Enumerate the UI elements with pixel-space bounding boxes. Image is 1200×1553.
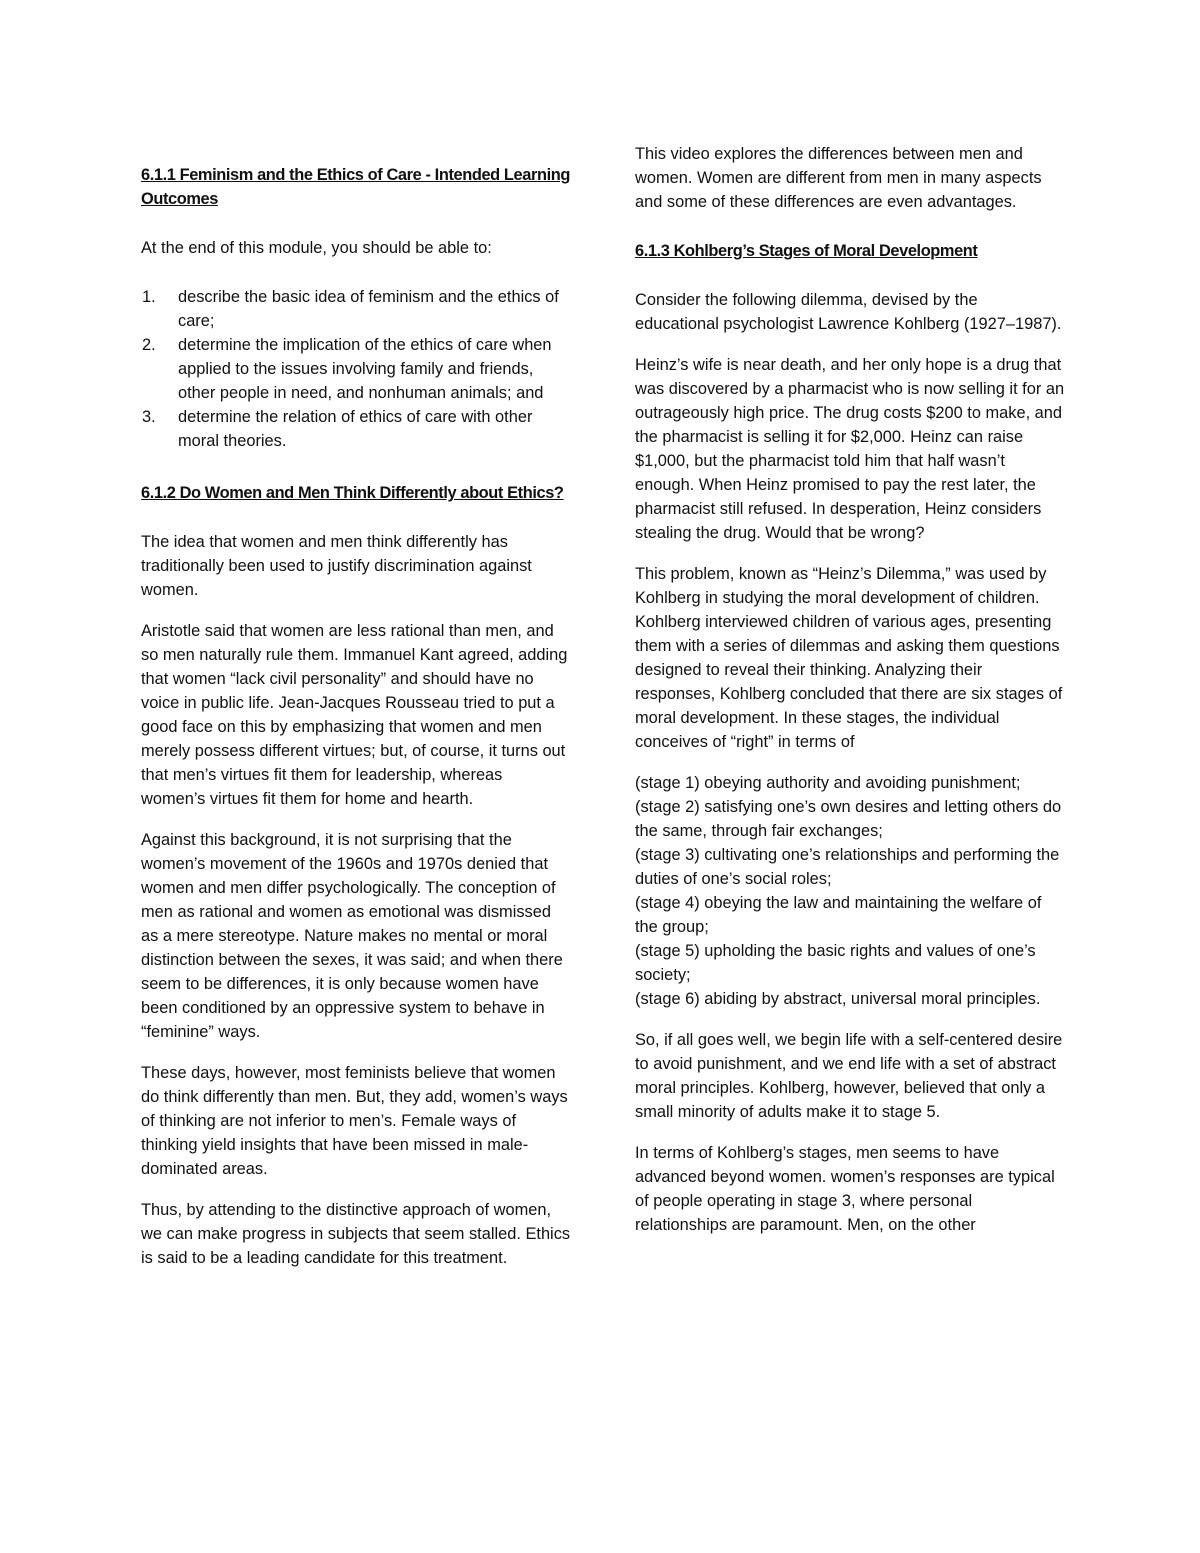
stage-item: (stage 4) obeying the law and maintaining the welfare of the group; bbox=[635, 894, 1042, 936]
list-number: 2. bbox=[142, 336, 156, 354]
body-paragraph: This problem, known as “Heinz’s Dilemma,” was used by Kohlberg in studying the moral development of children. Kohlberg interviewed children of various ages, presenting them with a series of dilemmas and asking them questions designed to reveal their thinking. Analyzing their responses, Kohlberg concluded that there are six stages of moral development. In these stages, the individual conceives of “right” in terms of bbox=[635, 565, 1063, 751]
video-description-paragraph: This video explores the differences between men and women. Women are different from men in many aspects and some of these differences are even advantages. bbox=[635, 145, 1042, 211]
list-item-text: describe the basic idea of feminism and the ethics of care; bbox=[178, 288, 559, 330]
body-paragraph: These days, however, most feminists believe that women do think differently than men. But, they add, women’s ways of thinking are not inferior to men’s. Female ways of thinking yield insights that have been missed in male-dominated areas. bbox=[141, 1064, 568, 1178]
stage-item: (stage 1) obeying authority and avoiding punishment; bbox=[635, 774, 1021, 792]
body-paragraph: In terms of Kohlberg’s stages, men seems to have advanced beyond women. women’s responses are typical of people operating in stage 3, where personal relationships are paramount. Men, on the other bbox=[635, 1144, 1055, 1234]
body-paragraph: Consider the following dilemma, devised by the educational psychologist Lawrence Kohlberg (1927–1987). bbox=[635, 291, 1062, 333]
list-number: 1. bbox=[142, 288, 156, 306]
body-paragraph: Against this background, it is not surprising that the women’s movement of the 1960s and 1970s denied that women and men differ psychologically. The conception of men as rational and women as emotional was dismissed as a mere stereotype. Nature makes no mental or moral distinction between the sexes, it was said; and when there seem to be differences, it is only because women have been conditioned by an oppressive system to behave in “feminine” ways. bbox=[141, 831, 563, 1041]
right-column bbox=[635, 142, 1065, 1254]
section-heading-6-1-2: 6.1.2 Do Women and Men Think Differently about Ethics? bbox=[141, 484, 564, 502]
body-paragraph: The idea that women and men think differently has traditionally been used to justify discrimination against women. bbox=[141, 533, 532, 599]
list-item bbox=[141, 405, 571, 453]
section-heading-6-1-1: 6.1.1 Feminism and the Ethics of Care - Intended Learning Outcomes bbox=[141, 166, 570, 208]
stage-item: (stage 6) abiding by abstract, universal moral principles. bbox=[635, 990, 1041, 1008]
learning-outcomes-list bbox=[141, 285, 571, 453]
outcomes-intro: At the end of this module, you should be able to: bbox=[141, 239, 492, 257]
body-paragraph: Heinz’s wife is near death, and her only hope is a drug that was discovered by a pharmacist who is now selling it for an outrageously high price. The drug costs $200 to make, and the pharmacist is selling it for $2,000. Heinz can raise $1,000, but the pharmacist told him that half wasn’t enough. When Heinz promised to pay the rest later, the pharmacist still refused. In desperation, Heinz considers stealing the drug. Would that be wrong? bbox=[635, 356, 1065, 542]
list-item bbox=[141, 285, 571, 333]
list-number: 3. bbox=[142, 408, 156, 426]
stage-item: (stage 2) satisfying one’s own desires and letting others do the same, through fair exchanges; bbox=[635, 798, 1062, 840]
left-column bbox=[141, 163, 571, 1287]
stage-item: (stage 5) upholding the basic rights and values of one’s society; bbox=[635, 942, 1036, 984]
kohlberg-stages-list bbox=[635, 771, 1065, 1011]
section-heading-6-1-3: 6.1.3 Kohlberg’s Stages of Moral Development bbox=[635, 242, 978, 260]
body-paragraph: Aristotle said that women are less rational than men, and so men naturally rule them. Immanuel Kant agreed, adding that women “lack civil personality” and should have no voice in public life. Jean-Jacques Rousseau tried to put a good face on this by emphasizing that women and men merely possess different virtues; but, of course, it turns out that men’s virtues fit them for leadership, whereas women’s virtues fit them for home and hearth. bbox=[141, 622, 568, 808]
body-paragraph: Thus, by attending to the distinctive approach of women, we can make progress in subjects that seem stalled. Ethics is said to be a leading candidate for this treatment. bbox=[141, 1201, 571, 1267]
list-item-text: determine the implication of the ethics of care when applied to the issues involving family and friends, other people in need, and nonhuman animals; and bbox=[178, 336, 552, 402]
list-item bbox=[141, 333, 571, 405]
body-paragraph: So, if all goes well, we begin life with a self-centered desire to avoid punishment, and we end life with a set of abstract moral principles. Kohlberg, however, believed that only a small minority of adults make it to stage 5. bbox=[635, 1031, 1063, 1121]
list-item-text: determine the relation of ethics of care with other moral theories. bbox=[178, 408, 533, 450]
stage-item: (stage 3) cultivating one’s relationships and performing the duties of one’s social roles; bbox=[635, 846, 1060, 888]
